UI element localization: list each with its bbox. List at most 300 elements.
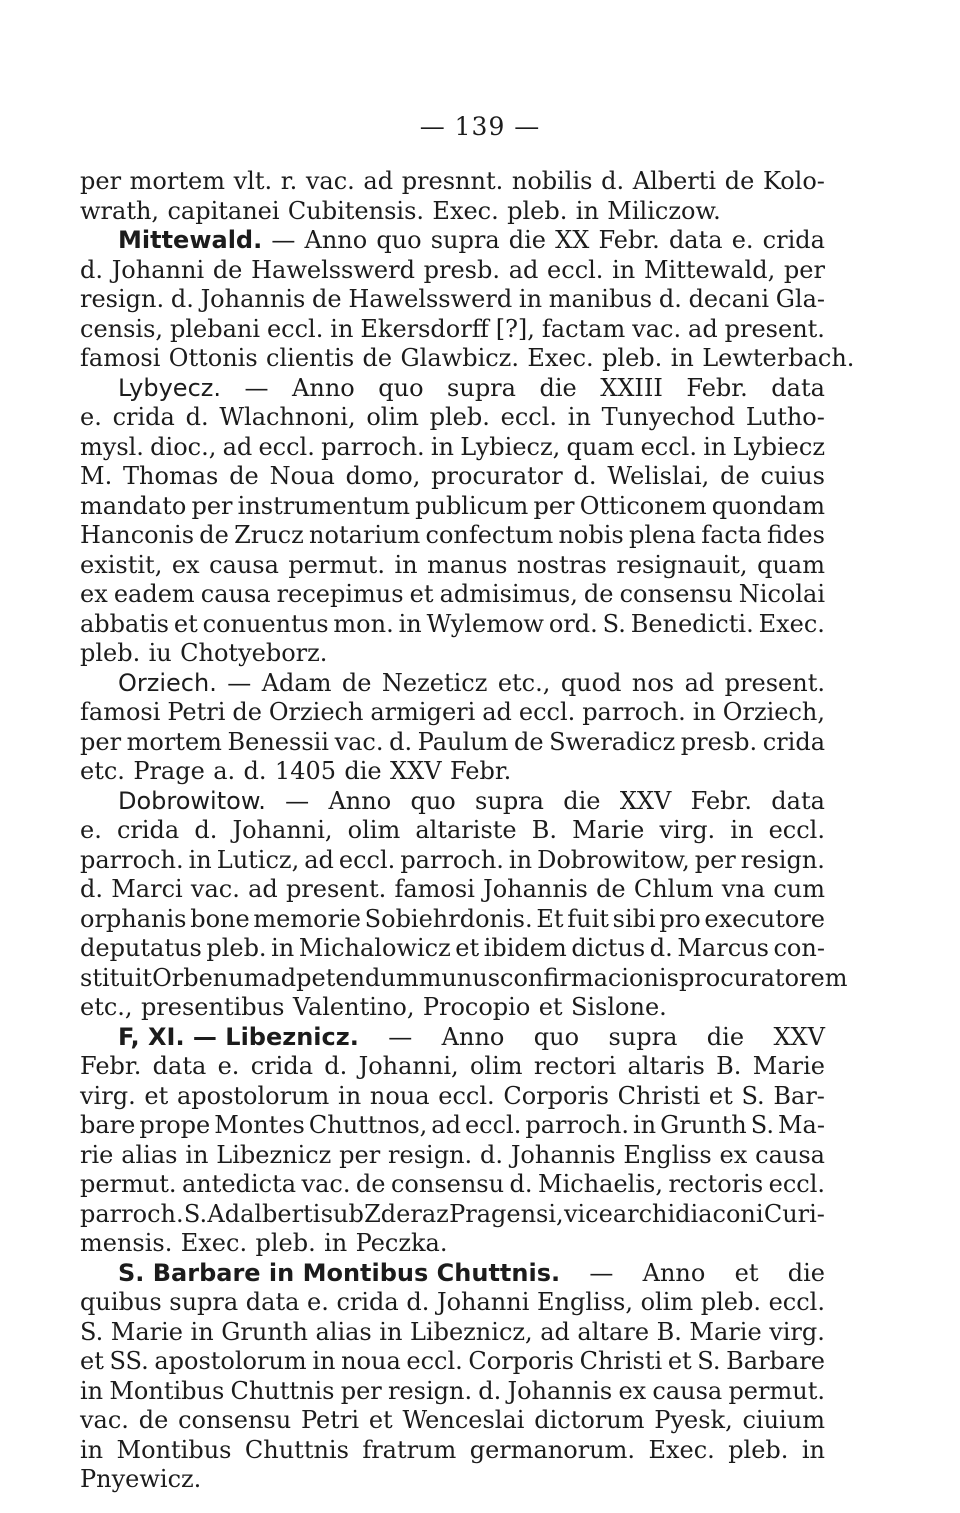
word: virg. [659,816,716,844]
word: olim [640,1288,694,1316]
word: abbatis [80,609,169,638]
text-line [80,846,825,876]
word: d. [80,875,103,903]
word: memorie [253,904,361,933]
word: Lybiecz, [460,432,561,461]
word: quo [410,786,456,815]
word: — [227,668,252,697]
word: Chuttnis [244,1435,349,1464]
word: Christi [617,1081,701,1110]
word: Exec. [648,1435,715,1464]
word: Montibus [109,1376,225,1405]
word: Wlachnoni, [219,403,356,431]
text-line [80,1465,825,1495]
word: pleb. [255,1229,316,1257]
word: vac. [632,314,682,343]
entry-heading-line [80,226,825,256]
word: Johannis [483,875,588,903]
word: de [583,580,614,608]
word: Exec. [432,196,499,225]
word: pleb. [80,639,141,667]
word: supra [475,786,544,815]
word: ad [482,698,512,726]
word: Otticonem [579,491,707,520]
text-line [80,1052,825,1082]
word: die [706,1022,745,1051]
word: XXV [773,1022,825,1051]
word: eccl. [266,314,324,343]
text-line [80,403,825,433]
word: procurator [431,462,563,490]
word: causa [209,550,279,579]
word: in [379,1317,403,1346]
word: supra [169,1288,239,1316]
text-line [80,1111,825,1141]
word: in [398,609,422,638]
word: eadem [113,580,195,608]
word: antedicta [182,1170,297,1198]
word: Febr. [80,1052,142,1080]
word: dictorum [534,1406,645,1434]
text-line [80,698,825,728]
word: per [339,1140,381,1169]
word: Nezeticz [381,668,488,697]
word: parroch. [400,845,504,874]
word: vac. [80,1406,129,1434]
word: Montes [214,1111,305,1139]
word: e. [731,226,754,254]
word: Procopio [422,993,531,1021]
text-line [80,285,825,315]
word: quo [376,226,422,254]
word: in [730,816,754,844]
word: per [191,491,233,520]
word: bare [80,1111,136,1139]
word: ad [508,255,539,284]
word: eccl. [500,403,558,431]
text-line [80,1288,825,1318]
word: Michaelis, [538,1170,663,1198]
word: pleb. [700,1288,761,1316]
word: present. [285,875,387,903]
word: crida [250,1052,313,1080]
word: Ekersdorff [360,314,489,343]
word: Marcus [677,934,769,962]
word: presentibus [140,993,285,1021]
word: d. [406,1288,430,1316]
word: presb. [423,255,500,284]
word: d. [324,1052,348,1080]
word: Pragensi, [449,1199,564,1228]
place-heading: S. Barbare in Montibus Chuttnis. [118,1258,561,1287]
text-line [80,816,825,846]
word: noua [341,1347,401,1375]
word: noua [369,1081,430,1110]
word: alias [315,1317,372,1346]
word: quo [378,373,424,402]
text-line [80,1436,825,1466]
word: Orbenum [152,963,267,992]
word: Chuttnos, [308,1111,428,1139]
word: d. [170,285,194,313]
word: XXIII [600,373,663,402]
text-body [80,167,855,1495]
word: conuentus [202,609,329,638]
word: in [632,1111,657,1139]
word: die [508,226,547,254]
word: mysl. [80,432,144,461]
word: eccl. [768,1170,825,1198]
word: Zrucz [234,521,304,549]
word: supra [608,1022,678,1051]
word: die [787,1258,825,1287]
word: Marci [111,875,183,903]
word: ex [171,550,200,579]
word: XXV [619,786,672,815]
word: M. [80,462,113,490]
word: mensis. [80,1229,173,1257]
word: SS. [109,1347,149,1375]
text-line [80,610,825,640]
word: deputatus [80,934,202,962]
word: et [80,1347,104,1375]
word: existit, [80,550,163,579]
word: eccl. [640,432,697,461]
place-heading: Lybyecz. [118,373,221,402]
word: de [232,698,262,726]
word: in [567,403,591,431]
word: rie [80,1140,114,1169]
text-line [80,934,825,964]
word: per [533,491,575,520]
word: cuius [760,462,825,490]
word: crida [336,1288,399,1316]
word: d. [389,727,413,756]
word: Anno [304,226,368,254]
word: de [513,727,544,756]
word: nos [631,668,675,697]
word: Corporis [468,1347,574,1375]
word: rectoris [668,1170,764,1198]
word: S. [183,1199,208,1228]
word: — [589,1258,614,1287]
text-line [80,462,825,492]
word: de [596,875,626,903]
word: pleb. [507,196,568,225]
word: mortem [129,167,225,195]
word: in [188,845,212,874]
word: Cubitensis. [287,196,425,225]
word: Tunyechod [601,403,736,431]
word: d. [658,285,682,313]
word: d. [185,403,209,431]
word: procuratorem [678,963,848,992]
word: Chuttnis [230,1376,335,1405]
word: XX [555,226,590,254]
word: admisimus, [439,580,578,608]
word: — [271,226,296,254]
word: ex [618,1376,647,1405]
word: instrumentum [237,491,410,520]
word: Johanni [111,255,205,284]
word: eccl. [258,432,315,461]
word: de [355,1170,386,1198]
word: resign. [80,285,165,313]
word: [?], [495,314,535,343]
word: data [245,1288,300,1316]
word: Sweradicz [549,727,676,756]
word: mortem [126,727,222,756]
word: Dobrowitow, [537,845,690,874]
entry-heading-line [80,1023,825,1053]
word: in [330,314,354,343]
word: factam [541,314,626,343]
word: B. [656,1317,682,1346]
word: presb. [680,727,758,756]
word: present. [724,314,825,343]
word: notarium [309,521,421,549]
word: pleb. [429,403,490,431]
word: Anno [642,1258,706,1287]
word: in [801,1435,825,1464]
word: ad [266,963,297,992]
word: apostolorum [176,1081,330,1110]
word: Chotyeborz. [180,639,328,667]
word: Christi [579,1347,663,1375]
text-line [80,521,825,551]
word: consensu [619,580,733,608]
word: sub [320,1199,364,1228]
word: Lybiecz [732,432,825,461]
word: in [338,1081,362,1110]
entry-heading-line [80,374,825,404]
word: Johanni [436,1288,530,1316]
word: petendum [296,963,419,992]
word: S. [80,1317,104,1346]
word: ciuium [742,1406,825,1434]
word: Exec. [180,1229,248,1257]
page-number: — 139 — [419,112,541,141]
word: etc. [80,757,125,785]
word: in [670,344,694,372]
word: dioc., [150,432,217,461]
word: parroch. [582,698,686,726]
word: Engliss, [537,1288,633,1316]
word: supra [430,226,500,254]
text-line [80,993,825,1023]
word: Grunth [660,1111,747,1139]
word: 1405 [274,757,336,785]
word: Marie [752,1052,825,1080]
word: eccl. [518,698,576,726]
word: vac. [190,875,240,903]
word: Zderaz [364,1199,449,1228]
word: causa [755,1140,825,1169]
word: per [783,255,825,284]
word: dictus [571,934,646,962]
text-line [80,197,825,227]
word: crida [112,403,175,431]
word: orphanis [80,904,187,933]
word: altare [577,1317,650,1346]
word: d. [601,167,625,195]
word: per [80,167,122,195]
word: r. [280,167,298,195]
word: S. [741,1081,765,1110]
word: in [80,1376,104,1405]
word: de [229,462,259,490]
word: Petri [167,698,226,726]
word: die [539,373,577,402]
entry-heading-line [80,669,825,699]
text-line [80,1377,825,1407]
word: Febr. [690,786,752,815]
word: d. [573,462,597,490]
word: Kolo- [762,167,825,195]
text-line [80,580,825,610]
word: ex [80,580,108,608]
word: et [409,580,434,608]
word: quo [533,1022,580,1051]
word: quibus [80,1288,162,1316]
word: vicearchidiaconi [563,1199,764,1228]
word: per [694,845,736,874]
word: eccl. [768,1288,825,1316]
word: iu [148,639,172,667]
word: permut. [728,1376,825,1405]
word: Barbare [726,1347,825,1375]
word: Grunth [221,1317,308,1346]
word: resign. [388,1140,473,1169]
word: Engliss [623,1140,712,1169]
place-heading: Mittewald. [118,226,263,254]
word: Anno [292,373,355,402]
word: executore [704,904,825,933]
word: resignauit, [616,550,748,579]
word: consensu [178,1406,292,1434]
text-line [80,1200,825,1230]
word: nobis [558,521,624,549]
word: con- [773,934,825,962]
word: per [340,1376,382,1405]
word: pleb. [206,934,267,962]
word: die [563,786,601,815]
word: ad [684,668,715,697]
word: etc., [497,668,551,697]
word: et [667,1347,692,1375]
word: clientis [266,344,355,372]
word: pro [659,904,701,933]
word: domo, [345,462,421,490]
word: Febr. [598,226,660,254]
word: Hawelsswerd [348,285,513,313]
word: prope [139,1111,211,1139]
word: XXV [390,757,442,785]
word: crida [762,727,825,756]
word: censis, [80,314,164,343]
word: Pyesk, [654,1406,733,1434]
word: virg. [80,1081,136,1110]
word: olim [469,1052,523,1080]
word: eccl. [547,255,604,284]
word: de [341,668,372,697]
word: ibidem [483,934,567,962]
word: Petri [300,1406,360,1434]
word: data [152,1052,207,1080]
text-line [80,1318,825,1348]
word: crida [116,816,180,844]
word: e. [80,816,102,844]
word: Anno [328,786,392,815]
word: in [430,432,455,461]
word: Chlum [633,875,714,903]
word: d. [243,757,267,785]
word: fides [767,521,825,549]
word: in [518,285,543,313]
word: e. [307,1288,329,1316]
word: mandato [80,491,187,520]
word: Johanni, [232,816,333,844]
word: per [80,727,122,756]
word: Benessii [227,727,329,756]
text-line [80,1406,825,1436]
text-line [80,1347,825,1377]
word: plena [628,521,696,549]
word: Prage [133,757,205,785]
word: eccl. [768,816,825,844]
word: Ma- [777,1111,825,1139]
word: S. [750,1111,774,1139]
word: d. [194,816,218,844]
word: Michalowicz [298,934,451,962]
text-line [80,1229,825,1259]
text-line [80,963,848,994]
word: e. [80,403,102,431]
word: de [362,344,393,372]
word: sibi [612,904,656,933]
word: Ottonis [168,344,258,372]
word: in [312,1347,336,1375]
word: resign. [740,845,825,874]
text-line [80,256,825,286]
word: vna [721,875,766,903]
word: in [394,550,418,579]
word: in [271,934,295,962]
word: Johannis [507,1376,613,1405]
word: Hawelsswerd [251,255,415,284]
word: ad [304,845,334,874]
word: Libeznicz, [409,1317,533,1346]
word: Johanni, [358,1052,459,1080]
word: armigeri [370,698,476,726]
word: Et [536,904,564,933]
word: mon. [333,609,394,638]
word: pleb. [728,1435,789,1464]
text-line [80,433,825,463]
word: parroch. [80,845,184,874]
word: altaris [627,1052,705,1080]
word: supra [447,373,516,402]
word: Welislai, [607,462,710,490]
word: Wenceslai [402,1406,525,1434]
word: et [708,1081,733,1110]
word: de [212,255,243,284]
word: Luticz, [216,845,300,874]
word: ad [688,314,718,343]
word: Montibus [116,1435,232,1464]
word: stituit [80,963,153,992]
word: manibus [548,285,653,313]
